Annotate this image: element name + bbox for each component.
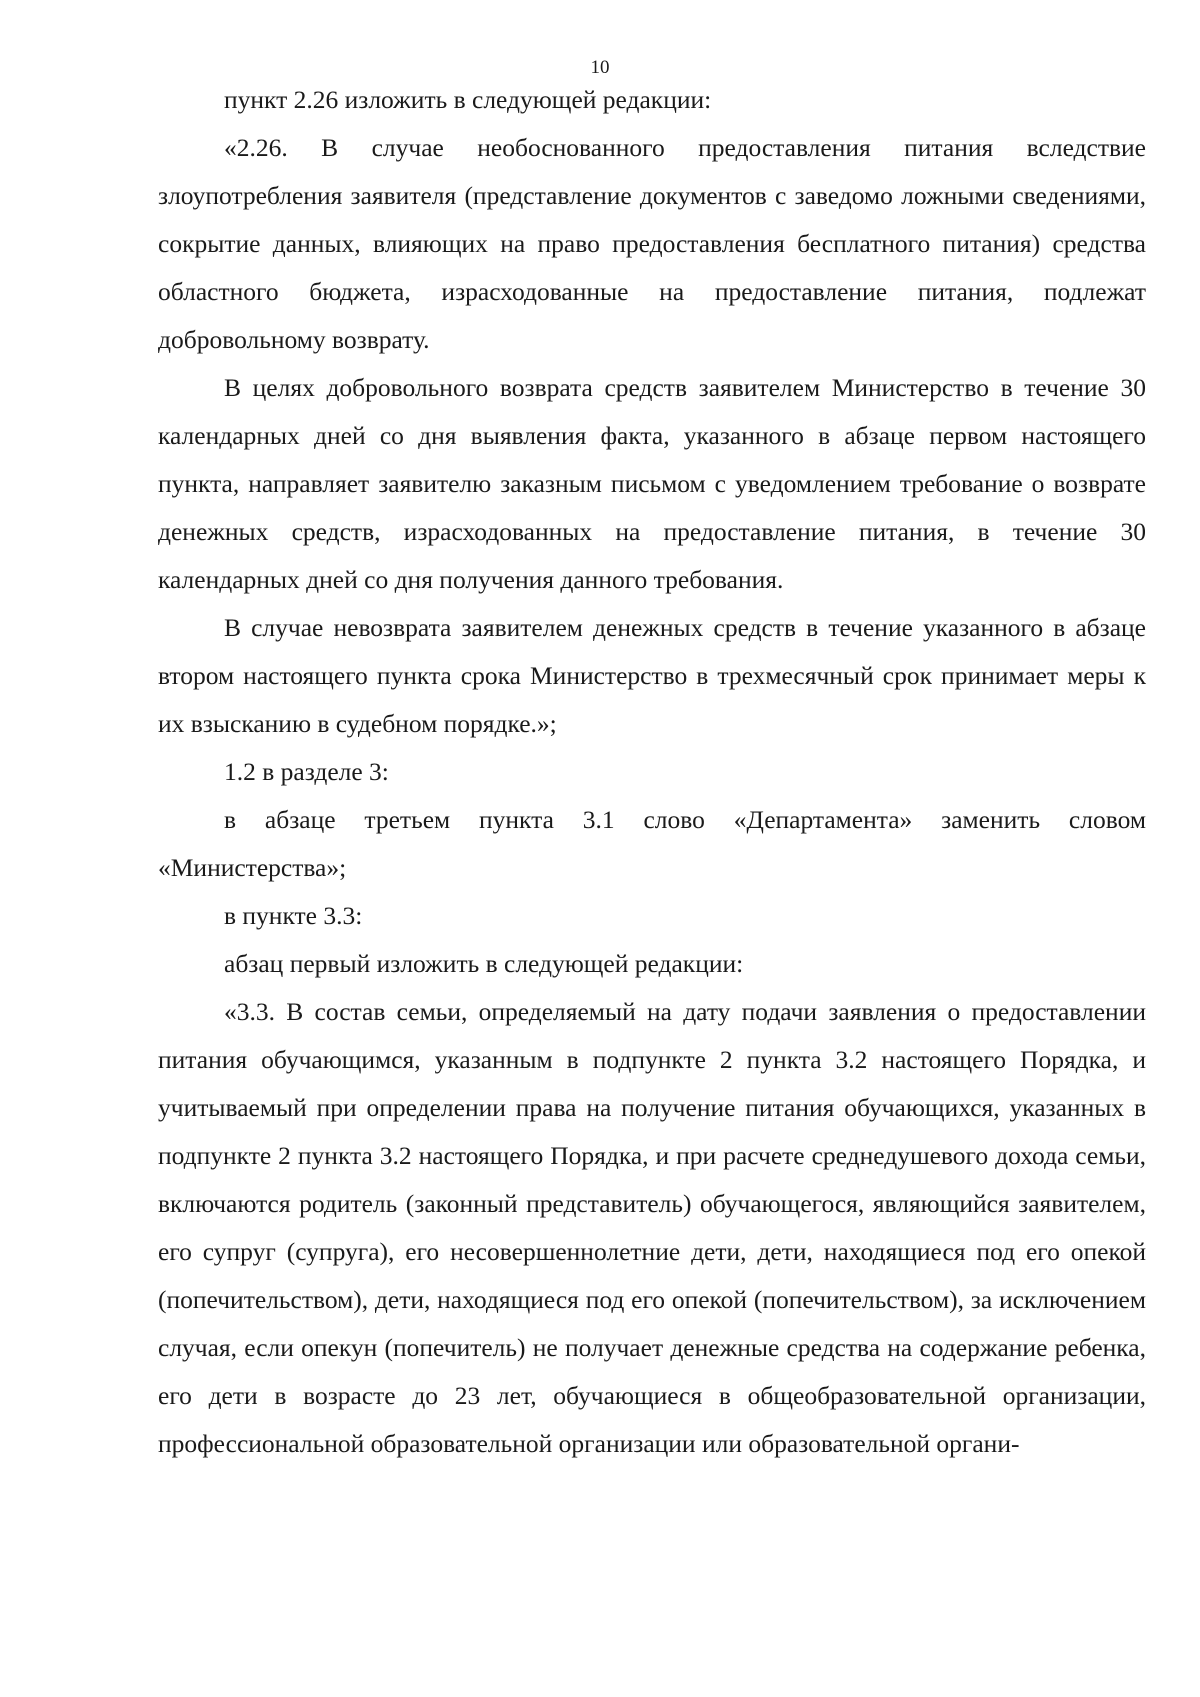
- paragraph-3-3-text: «3.3. В состав семьи, определяемый на дату подачи заявления о предоставлении питания обучающимся, указанным в подпункте 2 пункта 3.2 настоящего Порядка, и учитываемый при определении права на получение питания обучающихся, указанных в подпункте 2 пункта 3.2 настоящего Порядка, и при расчете среднедушевого дохода семьи, включаются родитель (законный представитель) обучающегося, являющийся заявителем, его супруг (супруга), его несовершеннолетние дети, дети, находящиеся под его опекой (попечительством), дети, находящиеся под его опекой (попечительством), за исключением случая, если опекун (попечитель) не получает денежные средства на содержание ребенка, его дети в возрасте до 23 лет, обучающиеся в общеобразовательной организации, профессиональной образовательной организации или образовательной органи-: [158, 997, 1146, 1458]
- paragraph-intro-2-26: пункт 2.26 изложить в следующей редакции:: [224, 85, 712, 114]
- page-number: 10: [590, 57, 610, 78]
- paragraph-voluntary-return: В целях добровольного возврата средств заявителем Министерство в течение 30 календарных дней со дня выявления факта, указанного в абзаце первом настоящего пункта, направляет заявителю заказным письмом с уведомлением требование о возврате денежных средств, израсходованных на предоставление питания, в течение 30 календарных дней со дня получения данного требования.: [158, 373, 1146, 594]
- paragraph-non-return: В случае невозврата заявителем денежных средств в течение указанного в абзаце втором настоящего пункта срока Министерство в трехмесячный срок принимает меры к их взысканию в судебном порядке.»;: [158, 613, 1146, 738]
- paragraph-point-3-3: в пункте 3.3:: [224, 901, 363, 930]
- paragraph-first-abzac: абзац первый изложить в следующей редакции:: [224, 949, 744, 978]
- document-body: [158, 76, 1146, 1468]
- paragraph-3-1-replace: в абзаце третьем пункта 3.1 слово «Департамента» заменить словом «Министерства»;: [158, 805, 1146, 882]
- paragraph-2-26-text: «2.26. В случае необоснованного предоставления питания вследствие злоупотребления заявителя (представление документов с заведомо ложными сведениями, сокрытие данных, влияющих на право предоставления бесплатного питания) средства областного бюджета, израсходованные на предоставление питания, подлежат добровольному возврату.: [158, 133, 1146, 354]
- paragraph-section-3: 1.2 в разделе 3:: [224, 757, 389, 786]
